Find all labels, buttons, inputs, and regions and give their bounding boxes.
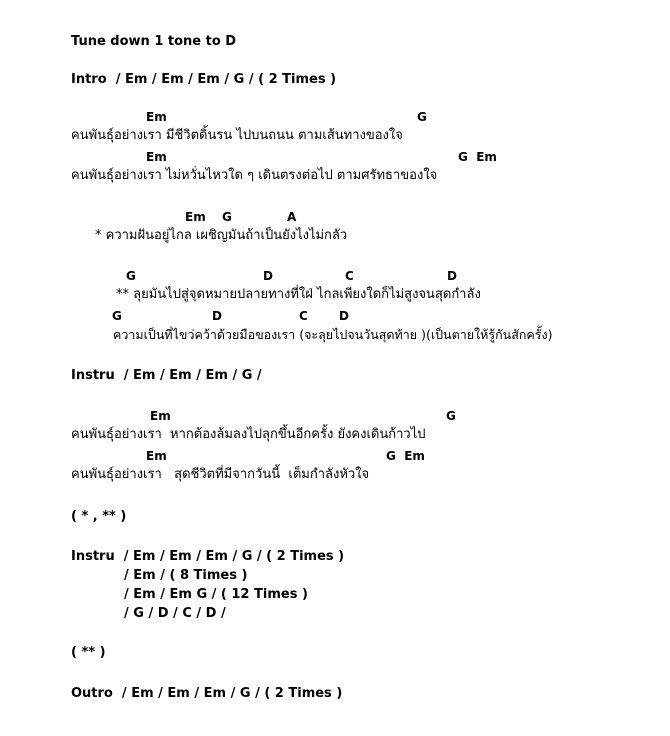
chorus-chord-c: C (345, 269, 354, 283)
instru2-line-3: / Em / Em G / ( 12 Times ) (124, 587, 308, 602)
pre-chorus-chord-g: G (222, 210, 232, 224)
chorus-chord-g: G (126, 269, 136, 283)
repeat-marker-1: ( * , ** ) (71, 509, 127, 524)
chorus-chord-d-3: D (212, 309, 222, 323)
intro-line: Intro / Em / Em / Em / G / ( 2 Times ) (71, 72, 337, 87)
chorus-lyric-1: ** ลุยมันไปสู่จุดหมายปลายทางที่ใฝ่ ไกลเพียงใดก็ไม่สูงจนสุดกำลัง (116, 287, 481, 302)
verse1-chord-g-em: G Em (458, 150, 497, 164)
chorus-chord-d-4: D (339, 309, 349, 323)
outro-line: Outro / Em / Em / Em / G / ( 2 Times ) (71, 686, 343, 701)
verse2-lyric-2: คนพันธุ์อย่างเรา สุดชีวิตที่มีจากวันนี้ เต็มกำลังหัวใจ (71, 467, 370, 482)
verse2-chord-em: Em (150, 409, 171, 423)
instru2-line-1: Instru / Em / Em / Em / G / ( 2 Times ) (71, 549, 345, 564)
verse2-chord-g-em: G Em (386, 449, 425, 463)
verse1-chord-em: Em (146, 110, 167, 124)
instru2-line-2: / Em / ( 8 Times ) (124, 568, 248, 583)
tuning-note: Tune down 1 tone to D (71, 34, 237, 49)
chorus-chord-c-2: C (299, 309, 308, 323)
pre-chorus-chord-em: Em (185, 210, 206, 224)
chorus-chord-d: D (263, 269, 273, 283)
pre-chorus-chord-a: A (287, 210, 297, 224)
verse2-lyric-1: คนพันธุ์อย่างเรา หากต้องล้มลงไปลุกขึ้นอีกครั้ง ยังคงเดินก้าวไป (71, 427, 426, 442)
verse1-lyric-1: คนพันธุ์อย่างเรา มีชีวิตดิ้นรน ไปบนถนน ตามเส้นทางของใจ (71, 128, 403, 143)
chorus-chord-d-2: D (447, 269, 457, 283)
instru-line-1: Instru / Em / Em / Em / G / (71, 368, 262, 383)
pre-chorus-lyric: * ความฝันอยู่ไกล เผชิญมันถ้าเป็นยังไงไม่กลัว (95, 228, 348, 243)
instru2-line-4: / G / D / C / D / (124, 606, 226, 621)
chorus-chord-g-2: G (112, 309, 122, 323)
chorus-lyric-2: ความเป็นที่ไขว่คว้าด้วยมือของเรา (จะลุยไปจนวันสุดท้าย )(เป็นตายให้รู้กันสักครั้ง) (113, 327, 553, 342)
verse1-chord-em-2: Em (146, 150, 167, 164)
verse1-chord-g: G (417, 110, 427, 124)
verse2-chord-em-2: Em (146, 449, 167, 463)
verse2-chord-g: G (446, 409, 456, 423)
repeat-marker-2: ( ** ) (71, 645, 106, 660)
verse1-lyric-2: คนพันธุ์อย่างเรา ไม่หวั่นไหวใด ๆ เดินตรงต่อไป ตามศรัทธาของใจ (71, 168, 438, 183)
